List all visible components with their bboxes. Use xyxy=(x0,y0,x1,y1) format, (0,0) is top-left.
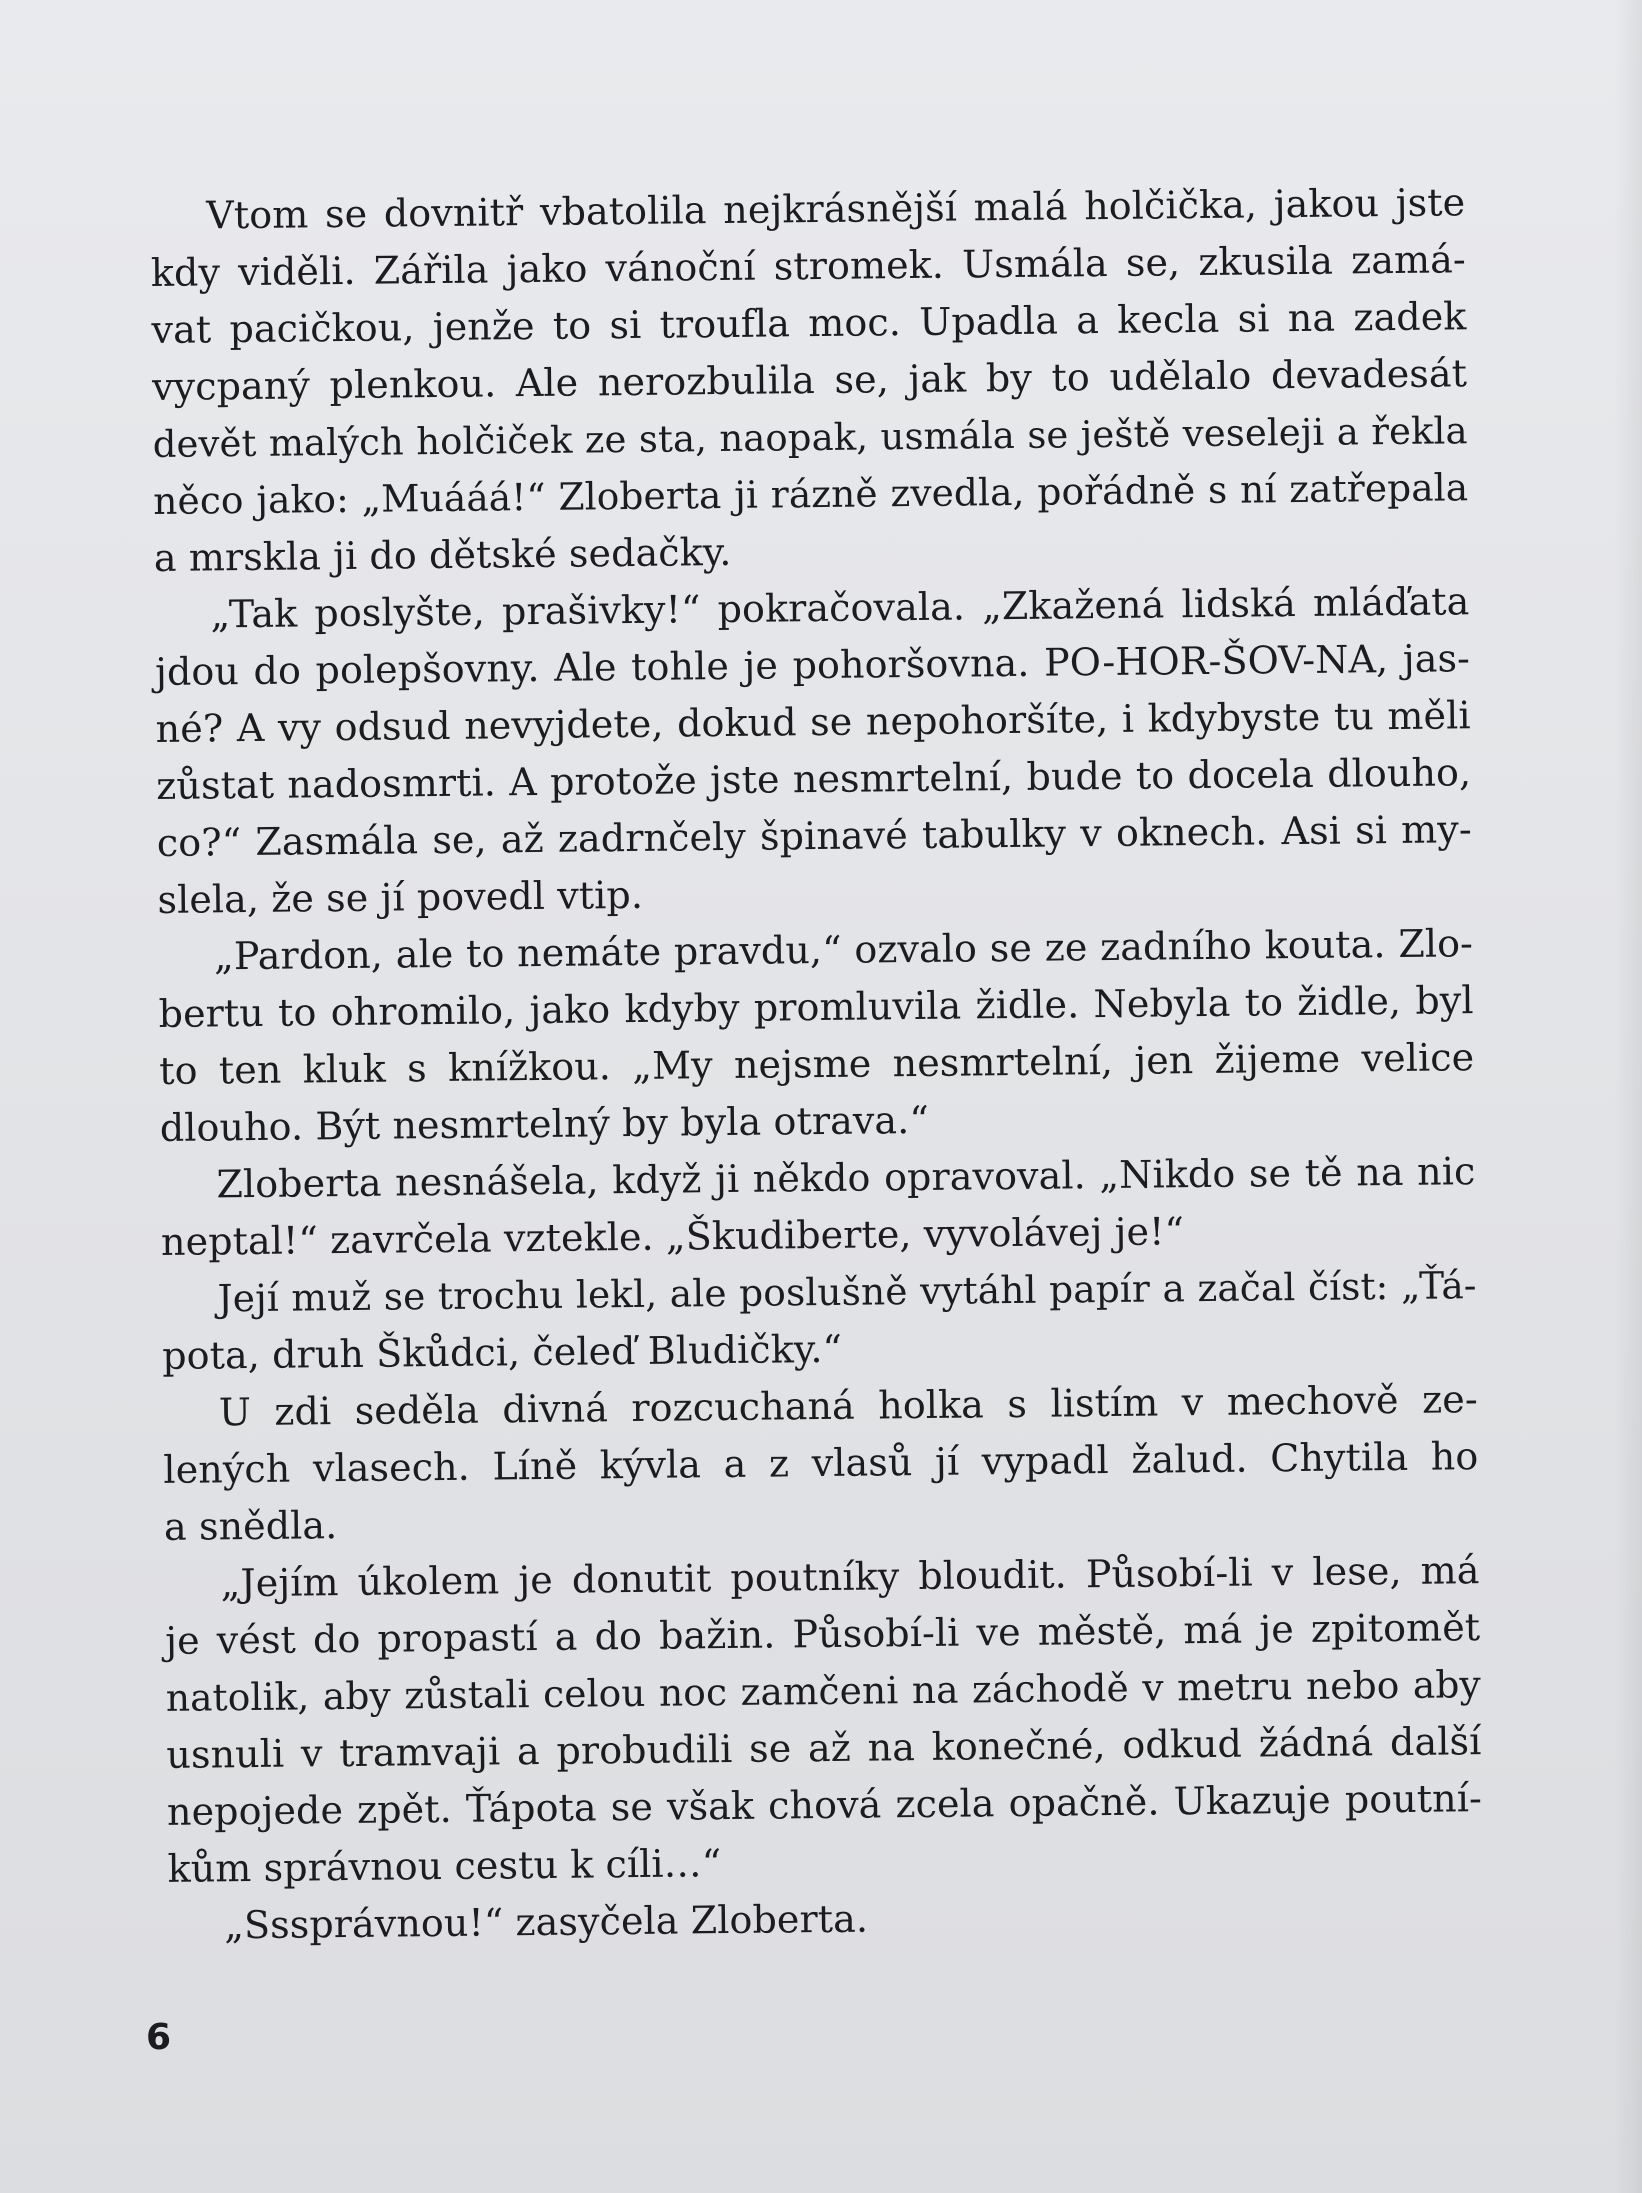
text-line: to ten kluk s knížkou. „My nejsme nesmrtelní, jen žijeme velice xyxy=(159,1035,1475,1093)
text-line: neptal!“ zavrčela vztekle. „Škudiberte, vyvolávej je!“ xyxy=(160,1209,1185,1264)
text-line: „Sssprávnou!“ zasyčela Zloberta. xyxy=(223,1896,869,1948)
text-line: pota, druh Škůdci, čeleď Bludičky.“ xyxy=(162,1326,843,1378)
text-line: natolik, aby zůstali celou noc zamčeni na záchodě v metru nebo aby xyxy=(165,1662,1481,1720)
text-line: vycpaný plenkou. Ale nerozbulila se, jak by to udělalo devadesát xyxy=(151,351,1468,409)
text-line: kdy viděli. Zářila jako vánoční stromek. Usmála se, zkusila zamá- xyxy=(150,237,1467,295)
text-line: jdou do polepšovny. Ale tohle je pohoršovna. PO-HOR-ŠOV-NA, jas- xyxy=(154,636,1471,694)
body-text xyxy=(150,174,1483,1955)
text-line: něco jako: „Muááá!“ Zloberta ji rázně zvedla, pořádně s ní zatřepala xyxy=(153,465,1469,523)
text-line: usnuli v tramvaji a probudili se až na konečné, odkud žádná další xyxy=(166,1719,1482,1777)
text-line: dlouho. Být nesmrtelný by byla otrava.“ xyxy=(159,1097,930,1150)
text-line: vat pacičkou, jenže to si troufla moc. Upadla a kecla si na zadek xyxy=(151,294,1467,352)
text-line: „Tak poslyšte, prašivky!“ pokračovala. „Zkažená lidská mláďata xyxy=(210,579,1470,637)
text-line: U zdi seděla divná rozcuchaná holka s listím v mechově ze- xyxy=(218,1377,1478,1435)
text-line: „Pardon, ale to nemáte pravdu,“ ozvalo se ze zadního kouta. Zlo- xyxy=(213,921,1474,979)
text-line: co?“ Zasmála se, až zadrnčely špinavé tabulky v oknech. Asi si my- xyxy=(156,807,1473,865)
page-number: 6 xyxy=(146,2017,172,2058)
text-line: Vtom se dovnitř vbatolila nejkrásnější malá holčička, jakou jste xyxy=(206,180,1466,238)
page-edge-shadow xyxy=(1614,0,1642,2193)
text-line: „Jejím úkolem je donutit poutníky bloudit. Působí-li v lese, má xyxy=(220,1548,1480,1606)
text-line: Její muž se trochu lekl, ale poslušně vytáhl papír a začal číst: „Ťá- xyxy=(217,1263,1477,1321)
text-line: né? A vy odsud nevyjdete, dokud se nepohoršíte, i kdybyste tu měli xyxy=(155,693,1471,751)
text-line: lených vlasech. Líně kývla a z vlasů jí vypadl žalud. Chytila ho xyxy=(163,1434,1479,1492)
text-line: nepojede zpět. Ťápota se však chová zcela opačně. Ukazuje poutní- xyxy=(166,1776,1483,1834)
text-line: slela, že se jí povedl vtip. xyxy=(157,872,644,922)
text-line: je vést do propastí a do bažin. Působí-li ve městě, má je zpitomět xyxy=(164,1605,1481,1663)
text-line: a snědla. xyxy=(163,1503,338,1549)
text-line: bertu to ohromilo, jako kdyby promluvila židle. Nebyla to židle, byl xyxy=(158,978,1474,1036)
text-line: devět malých holčiček ze sta, naopak, usmála se ještě veseleji a řekla xyxy=(152,409,1468,466)
text-line: Zloberta nesnášela, když ji někdo opravoval. „Nikdo se tě na nic xyxy=(216,1149,1476,1207)
text-line: a mrskla ji do dětské sedačky. xyxy=(153,529,732,580)
text-line: kům správnou cestu k cíli…“ xyxy=(167,1841,722,1891)
text-line: zůstat nadosmrti. A protože jste nesmrtelní, bude to docela dlouho, xyxy=(156,750,1472,808)
